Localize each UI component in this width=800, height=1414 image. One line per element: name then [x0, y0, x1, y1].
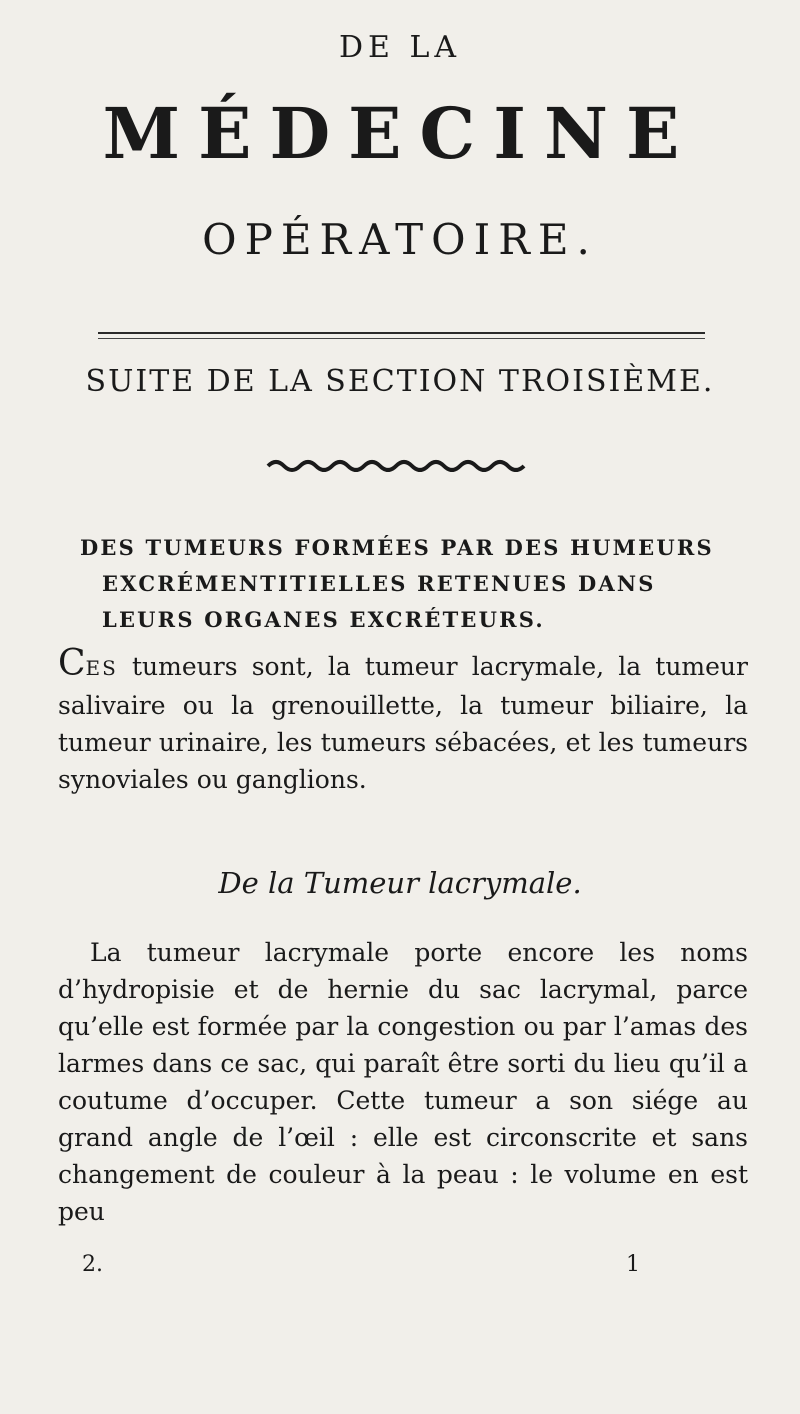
title-sub: OPÉRATOIRE. — [202, 215, 598, 264]
small-caps: ES — [85, 656, 118, 680]
section-title: SUITE DE LA SECTION TROISIÈME. — [85, 364, 715, 399]
title-main: MÉDECINE — [102, 92, 698, 175]
chapter-heading — [80, 530, 720, 638]
footer-volume-mark: 2. — [82, 1252, 103, 1277]
chapter-heading-line-1: DES TUMEURS FORMÉES PAR DES HUMEURS — [80, 535, 714, 560]
divider-rule-thin — [98, 338, 705, 339]
divider-rule-thick — [98, 332, 705, 334]
paragraph-intro-text: tumeurs sont, la tumeur lacrymale, la tumeur salivaire ou la grenouillette, la tumeur biliaire, la tumeur urinaire, les tumeurs sébacées, et les tumeurs synoviales ou ganglions. — [58, 652, 748, 794]
drop-cap: C — [58, 643, 86, 684]
subheading: De la Tumeur lacrymale. — [218, 866, 582, 900]
paragraph-intro — [58, 643, 748, 798]
footer-signature-mark: 1 — [626, 1252, 640, 1277]
chapter-heading-line-2: EXCRÉMENTITIELLES RETENUES DANS — [102, 571, 656, 596]
ornament-divider — [266, 456, 531, 472]
title-top: DE LA — [338, 30, 462, 65]
page-footer — [82, 1252, 640, 1277]
chapter-heading-line-3: LEURS ORGANES EXCRÉTEURS. — [102, 607, 545, 632]
paragraph-body: La tumeur lacrymale porte encore les noms d’hydropisie et de hernie du sac lacrymal, parce qu’elle est formée par la congestion ou par l’amas des larmes dans ce sac, qui paraît être sorti du lieu qu’il a coutume d’occuper. Cette tumeur a son siége au grand angle de l’œil : elle est circonscrite et sans changement de couleur à la peau : le volume en est peu — [58, 938, 748, 1226]
